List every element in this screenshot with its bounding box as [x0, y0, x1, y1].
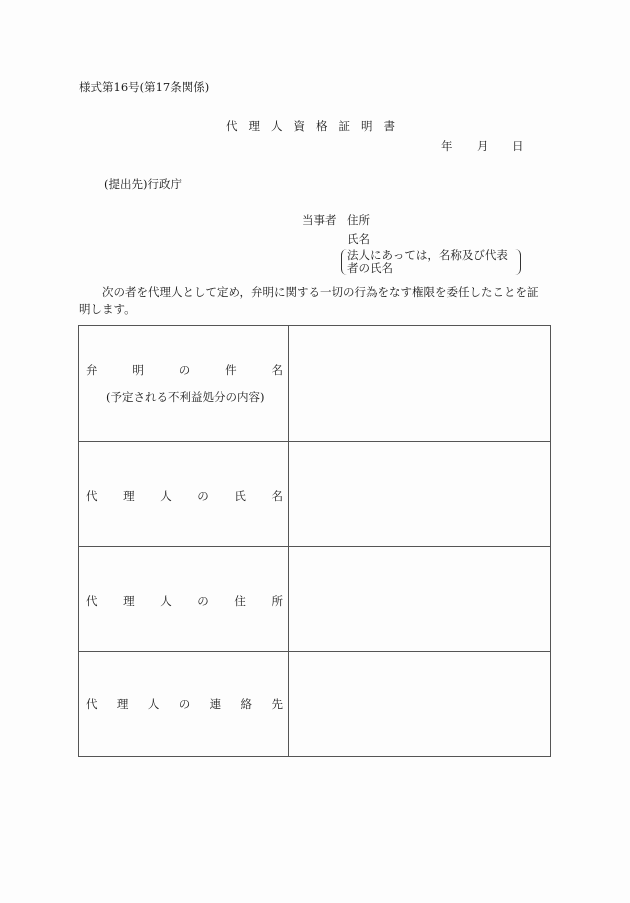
label-cell	[79, 442, 289, 546]
label-char: 名	[271, 489, 283, 503]
corporate-note: 法人にあっては，名称及び代表者の氏名	[341, 249, 521, 275]
label-char: 人	[160, 594, 172, 608]
date-day-label: 日	[512, 139, 524, 153]
case-name-sublabel: (予定される不利益処分の内容)	[106, 390, 265, 404]
table-row-agent-address	[79, 547, 550, 652]
document-title: 代理人資格証明書	[226, 119, 406, 133]
form-number: 様式第16号(第17条関係)	[79, 80, 210, 94]
table-row-agent-contact	[79, 652, 550, 756]
date-month-label: 月	[477, 139, 489, 153]
label-char: 代	[86, 489, 98, 503]
label-cell	[79, 547, 289, 651]
label-char: 件	[225, 363, 237, 377]
agent-address-label	[86, 593, 283, 609]
label-char: の	[197, 489, 209, 503]
label-char: 絡	[240, 697, 253, 711]
label-char: 氏	[234, 489, 246, 503]
agent-name-label	[86, 488, 283, 504]
table-row-case-name	[79, 326, 550, 442]
label-char: 所	[271, 594, 283, 608]
agent-address-value[interactable]	[289, 547, 550, 651]
label-char: 連	[209, 697, 222, 711]
label-char: 理	[123, 594, 135, 608]
party-name-label: 氏名	[347, 232, 370, 246]
delegation-statement: 次の者を代理人として定め，弁明に関する一切の行為をなす権限を委任したことを証明します。	[79, 285, 539, 316]
label-char: 代	[86, 697, 98, 711]
label-char: の	[197, 594, 209, 608]
label-char: 理	[123, 489, 135, 503]
date-year-label: 年	[441, 139, 453, 153]
label-char: 理	[116, 697, 129, 711]
table-row-agent-name	[79, 442, 550, 547]
label-char: の	[178, 363, 191, 377]
label-char: 人	[147, 697, 160, 711]
label-char: 人	[160, 489, 172, 503]
label-char: 住	[234, 594, 246, 608]
party-label: 当事者	[302, 213, 337, 227]
agent-contact-label	[86, 696, 283, 712]
label-char: の	[178, 697, 191, 711]
agent-name-value[interactable]	[289, 442, 550, 546]
label-cell	[79, 652, 289, 756]
case-name-value[interactable]	[289, 326, 550, 441]
label-char: 明	[132, 363, 144, 377]
label-char: 弁	[86, 363, 98, 377]
label-char: 名	[271, 363, 283, 377]
recipient: (提出先)行政庁	[104, 177, 182, 191]
label-cell	[79, 326, 289, 441]
agent-contact-value[interactable]	[289, 652, 550, 756]
agent-info-table	[78, 325, 551, 757]
label-char: 代	[86, 594, 98, 608]
party-address-label: 住所	[347, 213, 370, 227]
case-name-label	[86, 362, 283, 378]
label-char: 先	[271, 697, 283, 711]
